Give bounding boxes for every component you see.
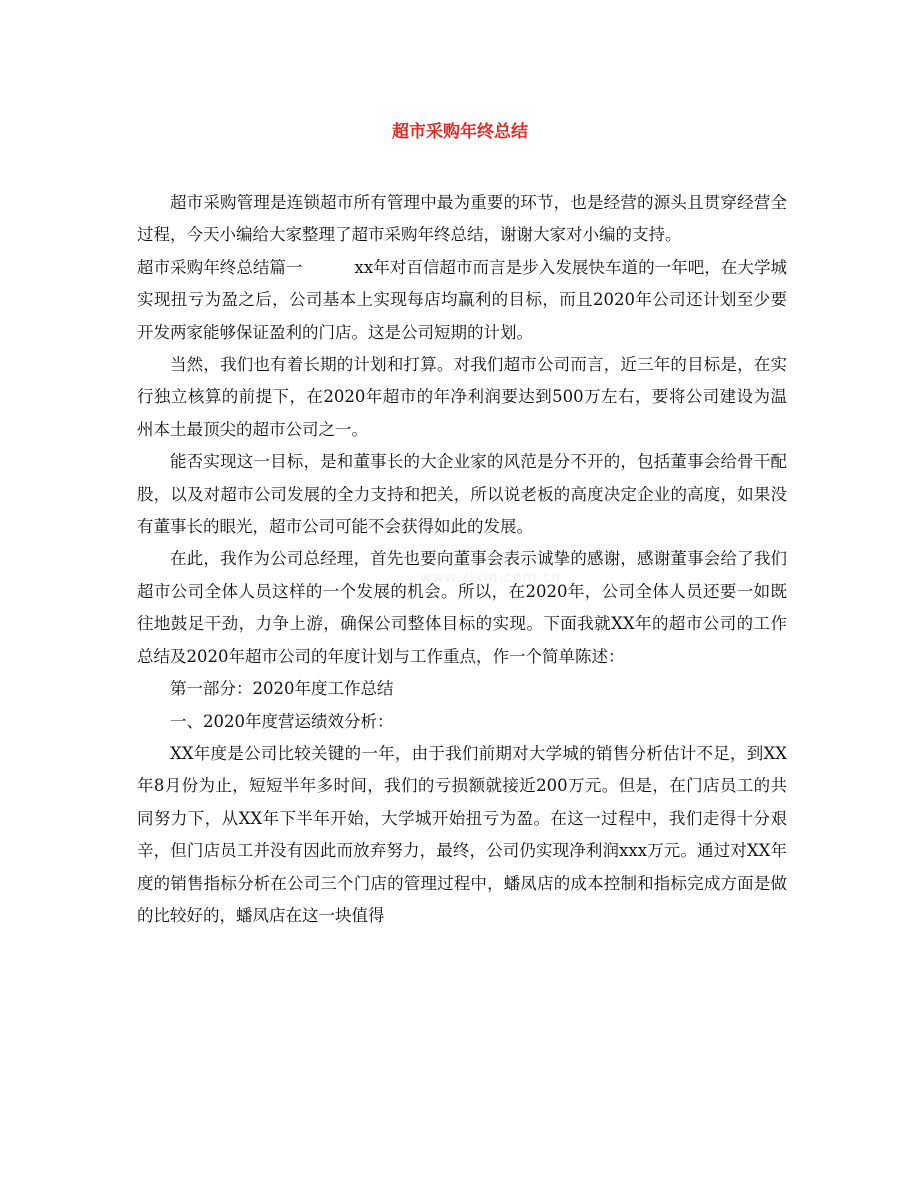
paragraph-chairman: 能否实现这一目标，是和董事长的大企业家的风范是分不开的，包括董事会给骨干配股，以及对超市公司发展的全力支持和把关，所以说老板的高度决定企业的高度，如果没有董事长的眼光，超市公司可能不会获得如此的发展。 bbox=[137, 452, 787, 537]
watermark: www.zixin.com.cn bbox=[420, 570, 562, 586]
heading-performance: 一、2020年度营运绩效分析： bbox=[170, 711, 394, 731]
heading-part-one: 第一部分：2020年度工作总结 bbox=[170, 679, 394, 699]
section-lead: 超市采购年终总结篇一 bbox=[137, 257, 303, 277]
paragraph-part-one bbox=[137, 252, 787, 349]
paragraph-performance: XX年度是公司比较关键的一年，由于我们前期对大学城的销售分析估计不足，到XX年8月份为止，短短半年多时间，我们的亏损额就接近200万元。但是，在门店员工的共同努力下，从XX年下半年开始，大学城开始扭亏为盈。在这一过程中，我们走得十分艰辛，但门店员工并没有因此而放弃努力，最终，公司仍实现净利润xxx万元。通过对XX年度的销售指标分析在公司三个门店的管理过程中，蟠凤店的成本控制和指标完成方面是做的比较好的，蟠凤店在这一块值得 bbox=[137, 743, 787, 925]
document-body bbox=[137, 187, 787, 932]
section-lead-body: xx年对百信超市而言是步入发展快车道的一年吧，在大学城实现扭亏为盈之后，公司基本上实现每店均赢利的目标，而且2020年公司还计划至少要开发两家能够保证盈利的门店。这是公司短期的计划。 bbox=[137, 257, 787, 342]
paragraph-intro: 超市采购管理是连锁超市所有管理中最为重要的环节，也是经营的源头且贯穿经营全过程，今天小编给大家整理了超市采购年终总结，谢谢大家对小编的支持。 bbox=[137, 193, 787, 245]
document-title: 超市采购年终总结 bbox=[392, 122, 528, 142]
paragraph-long-term-plan: 当然，我们也有着长期的计划和打算。对我们超市公司而言，近三年的目标是，在实行独立核算的前提下，在2020年超市的年净利润要达到500万左右，要将公司建设为温州本土最顶尖的超市公司之一。 bbox=[137, 355, 787, 439]
paragraph-thanks: 在此，我作为公司总经理，首先也要向董事会表示诚挚的感谢，感谢董事会给了我们超市公司全体人员这样的一个发展的机会。所以，在2020年，公司全体人员还要一如既往地鼓足干劲，力争上游，确保公司整体目标的实现。下面我就XX年的超市公司的工作总结及2020年超市公司的年度计划与工作重点，作一个简单陈述： bbox=[137, 549, 787, 666]
